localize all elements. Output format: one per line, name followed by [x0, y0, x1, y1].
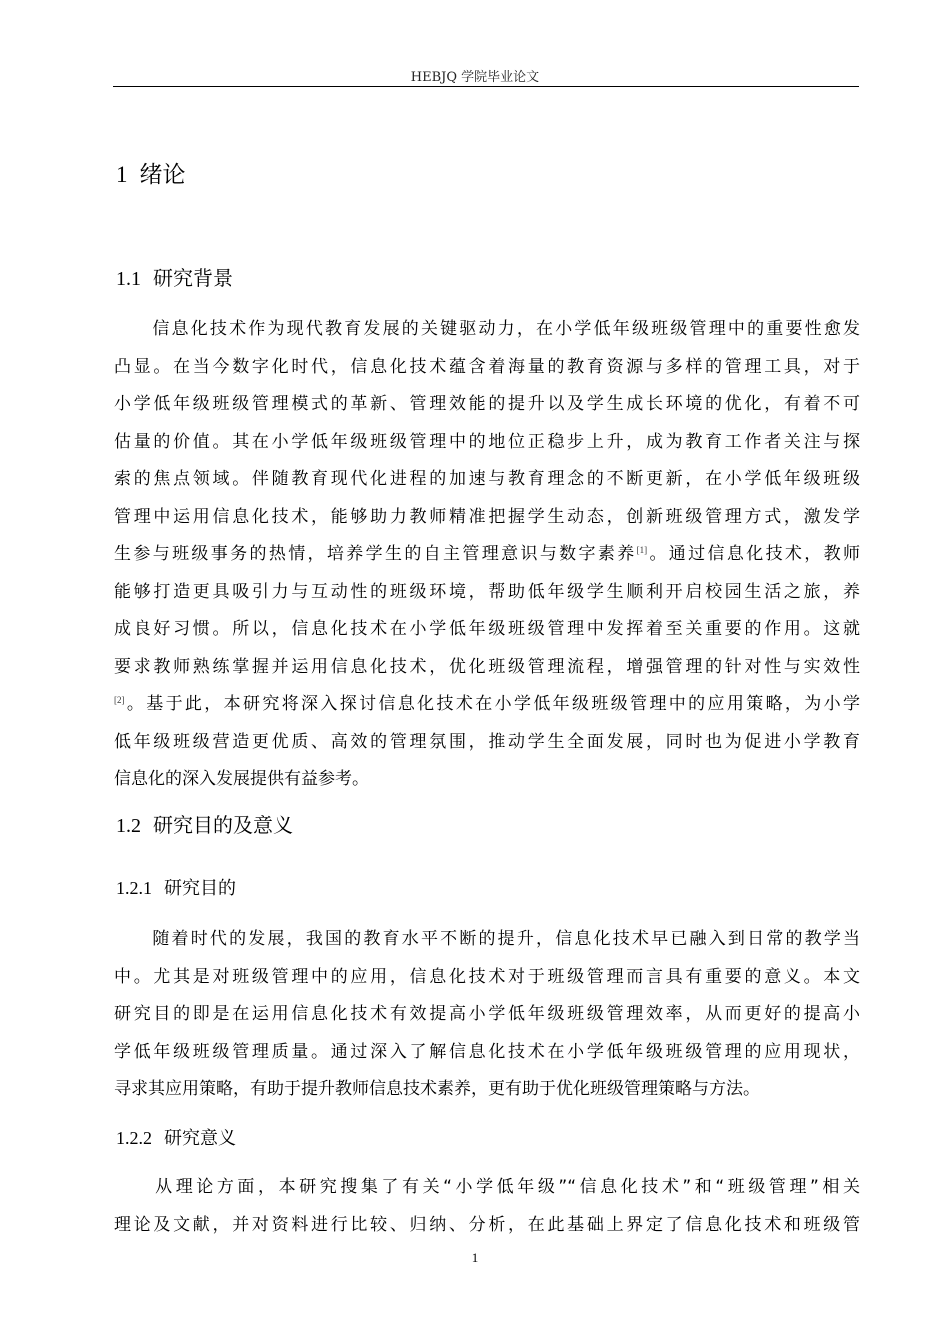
paragraph-research-purpose	[114, 921, 860, 1109]
text-line: 凸显。在当今数字化时代，信息化技术蕴含着海量的教育资源与多样的管理工具，对于	[114, 356, 860, 377]
section-heading-1-2	[116, 809, 293, 838]
subsection-title: 研究目的	[164, 878, 236, 899]
subsection-heading-1-2-1	[116, 874, 236, 900]
subsection-number: 1.2.1	[116, 878, 152, 898]
paragraph-research-background	[114, 311, 860, 799]
citation-1[interactable]: [1]	[636, 545, 648, 555]
chapter-title: 绪论	[139, 162, 186, 188]
text-line: 低年级班级营造更优质、高效的管理氛围，推动学生全面发展，同时也为促进小学教育	[114, 731, 860, 752]
text-line: 管理中运用信息化技术，能够助力教师精准把握学生动态，创新班级管理方式，激发学	[114, 506, 860, 527]
chapter-heading	[116, 156, 186, 189]
subsection-number: 1.2.2	[116, 1128, 152, 1148]
section-title: 研究目的及意义	[153, 813, 293, 837]
section-number: 1.2	[116, 815, 141, 837]
text-line: 要求教师熟练掌握并运用信息化技术，优化班级管理流程，增强管理的针对性与实效性	[114, 656, 860, 677]
text-line: 索的焦点领域。伴随教育现代化进程的加速与教育理念的不断更新，在小学低年级班级	[114, 469, 860, 489]
text-line: 信息化的深入发展提供有益参考。	[114, 769, 369, 789]
text-line: 生参与班级事务的热情，培养学生的自主管理意识与数字素养[1]。通过信息化技术，教师	[114, 544, 861, 564]
section-number: 1.1	[116, 268, 141, 290]
section-heading-1-1	[116, 262, 233, 291]
text-line: [2]。基于此，本研究将深入探讨信息化技术在小学低年级班级管理中的应用策略，为小学	[114, 694, 860, 714]
text-line: 随着时代的发展，我国的教育水平不断的提升，信息化技术早已融入到日常的教学当	[114, 929, 860, 949]
paragraph-research-significance	[114, 1169, 860, 1244]
header-divider	[113, 86, 859, 87]
text-line: 研究目的即是在运用信息化技术有效提高小学低年级班级管理效率，从而更好的提高小	[114, 1004, 860, 1024]
citation-2[interactable]: [2]	[114, 695, 125, 705]
text-line: 成良好习惯。所以，信息化技术在小学低年级班级管理中发挥着至关重要的作用。这就	[114, 619, 860, 639]
text-line: 小学低年级班级管理模式的革新、管理效能的提升以及学生成长环境的优化，有着不可	[114, 394, 860, 414]
subsection-heading-1-2-2	[116, 1124, 236, 1150]
page-header-title: HEBJQ 学院毕业论文	[410, 70, 540, 85]
text-line: 中。尤其是对班级管理中的应用，信息化技术对于班级管理而言具有重要的意义。本文	[114, 966, 860, 987]
text-line: 理论及文献，并对资料进行比较、归纳、分析，在此基础上界定了信息化技术和班级管	[114, 1214, 860, 1235]
text-line: 从理论方面，本研究搜集了有关“小学低年级”“信息化技术”和“班级管理”相关	[114, 1177, 860, 1197]
page-number: 1	[471, 1250, 479, 1265]
text-line: 学低年级班级管理质量。通过深入了解信息化技术在小学低年级班级管理的应用现状，	[114, 1041, 860, 1062]
text-line: 信息化技术作为现代教育发展的关键驱动力，在小学低年级班级管理中的重要性愈发	[114, 319, 860, 339]
section-title: 研究背景	[153, 266, 233, 290]
text-line: 估量的价值。其在小学低年级班级管理中的地位正稳步上升，成为教育工作者关注与探	[114, 431, 860, 452]
text-line: 能够打造更具吸引力与互动性的班级环境，帮助低年级学生顺利开启校园生活之旅，养	[114, 581, 860, 602]
subsection-title: 研究意义	[164, 1128, 236, 1149]
text-line: 寻求其应用策略，有助于提升教师信息技术素养，更有助于优化班级管理策略与方法。	[114, 1079, 760, 1099]
chapter-number: 1	[116, 162, 128, 187]
